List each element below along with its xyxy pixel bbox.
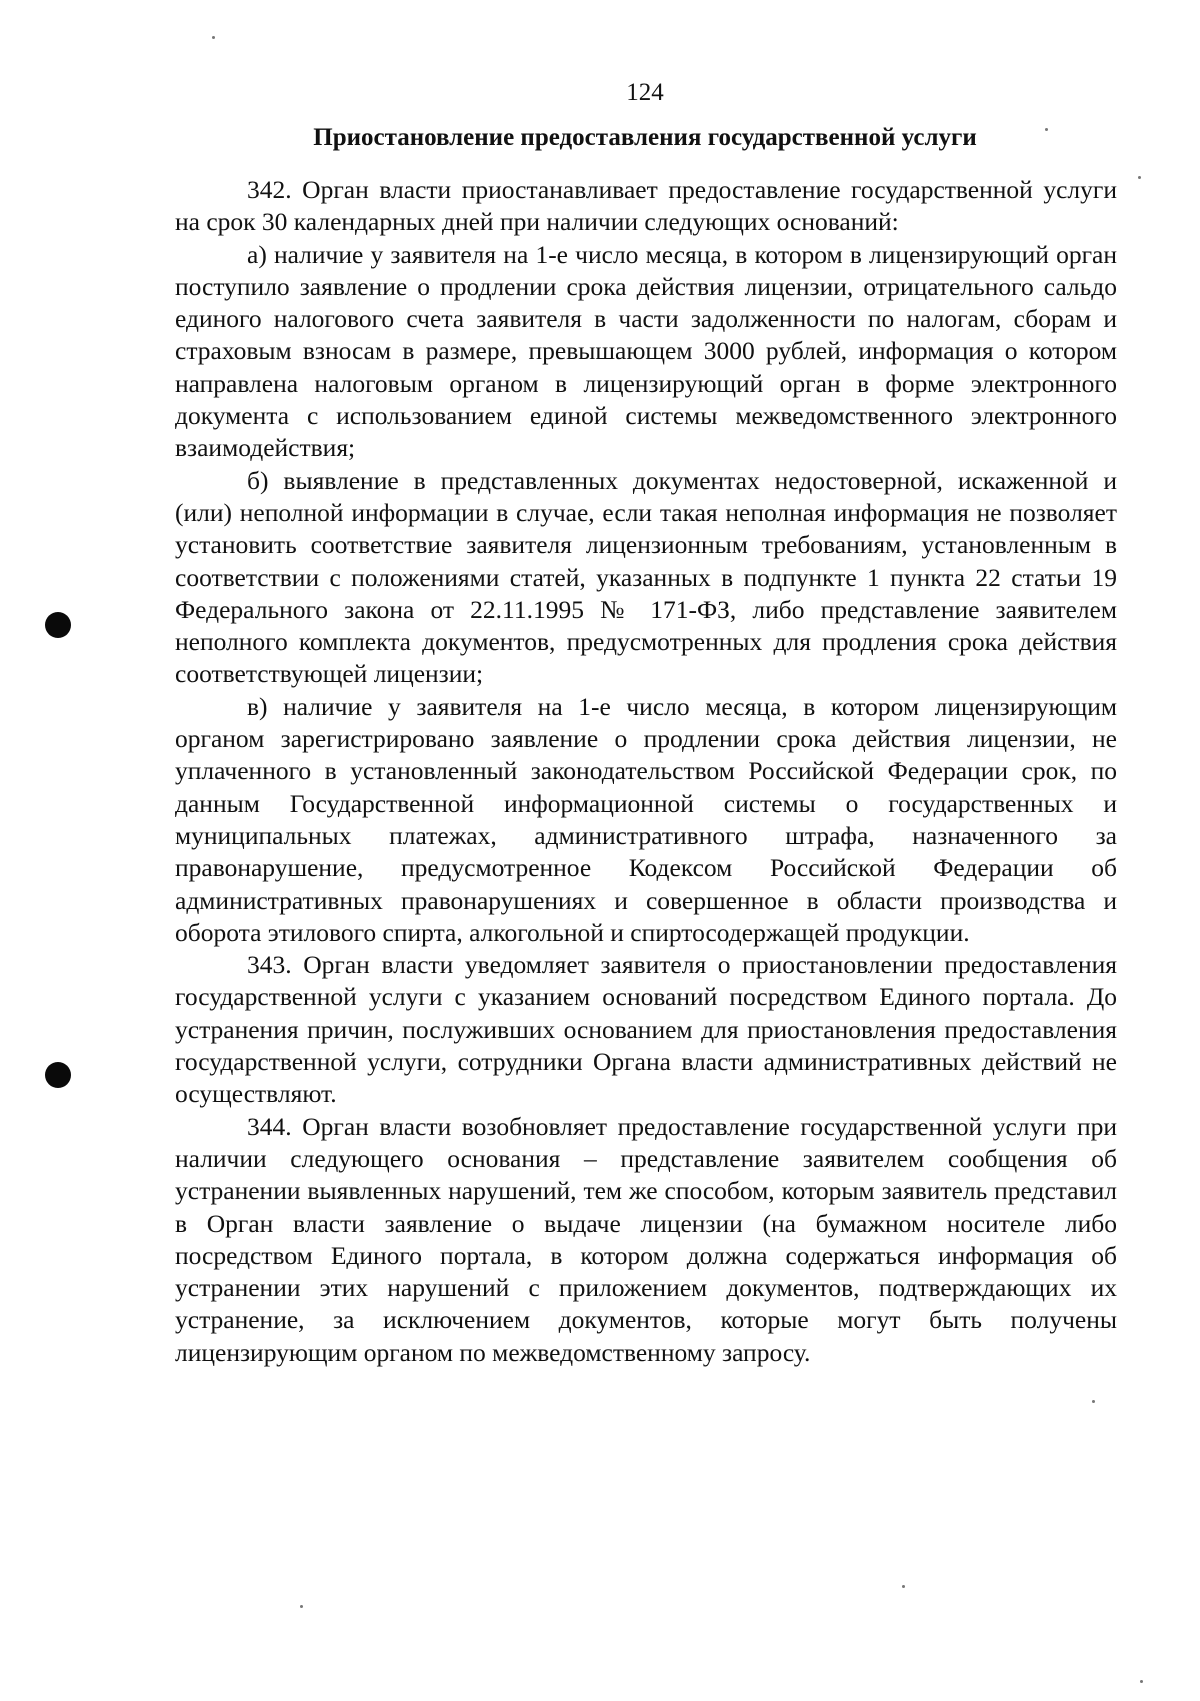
scan-speck: [1092, 1400, 1095, 1403]
subparagraph-b: б) выявление в представленных документах недостоверной, искаженной и (или) неполной информации в случае, если такая неполная информация не позволяет установить соответствие заявителя лицензионным требованиям, установленным в соответствии с положениями статей, указанных в подпункте 1 пункта 22 статьи 19 Федерального закона от 22.11.1995 № 171-ФЗ, либо представление заявителем неполного комплекта документов, предусмотренных для продления срока действия соответствующей лицензии;: [175, 465, 1117, 689]
page-number: 124: [626, 79, 664, 106]
subparagraph-a: а) наличие у заявителя на 1-е число месяца, в котором в лицензирующий орган поступило заявление о продлении срока действия лицензии, отрицательного сальдо единого налогового счета заявителя в части задолженности по налогам, сборам и страховым взносам в размере, превышающем 3000 рублей, информация о котором направлена налоговым органом в лицензирующий орган в форме электронного документа с использованием единой системы межведомственного электронного взаимодействия;: [175, 239, 1117, 463]
document-body: [175, 174, 1117, 1369]
paragraph-342: 342. Орган власти приостанавливает предоставление государственной услуги на срок 30 календарных дней при наличии следующих оснований:: [175, 175, 1117, 237]
scan-speck: [300, 1605, 303, 1608]
scan-speck: [1140, 1680, 1143, 1683]
section-title: Приостановление предоставления государственной услуги: [313, 124, 977, 151]
scan-speck: [902, 1585, 905, 1588]
subparagraph-v: в) наличие у заявителя на 1-е число месяца, в котором лицензирующим органом зарегистрировано заявление о продлении срока действия лицензии, не уплаченного в установленный законодательством Российской Федерации срок, по данным Государственной информационной системы о государственных и муниципальных платежах, административного штрафа, назначенного за правонарушение, предусмотренное Кодексом Российской Федерации об административных правонарушениях и совершенное в области производства и оборота этилового спирта, алкогольной и спиртосодержащей продукции.: [175, 691, 1117, 947]
paragraph-344: 344. Орган власти возобновляет предоставление государственной услуги при наличии следующего основания – представление заявителем сообщения об устранении выявленных нарушений, тем же способом, которым заявитель представил в Орган власти заявление о выдаче лицензии (на бумажном носителе либо посредством Единого портала, в котором должна содержаться информация об устранении этих нарушений с приложением документов, подтверждающих их устранение, за исключением документов, которые могут быть получены лицензирующим органом по межведомственному запросу.: [175, 1111, 1117, 1367]
punch-hole-mark: [45, 612, 71, 638]
paragraph-343: 343. Орган власти уведомляет заявителя о приостановлении предоставления государственной услуги с указанием оснований посредством Единого портала. До устранения причин, послуживших основанием для приостановления предоставления государственной услуги, сотрудники Органа власти административных действий не осуществляют.: [175, 950, 1117, 1109]
punch-hole-mark: [45, 1062, 71, 1088]
scan-speck: [1138, 176, 1141, 179]
scan-speck: [212, 36, 215, 39]
